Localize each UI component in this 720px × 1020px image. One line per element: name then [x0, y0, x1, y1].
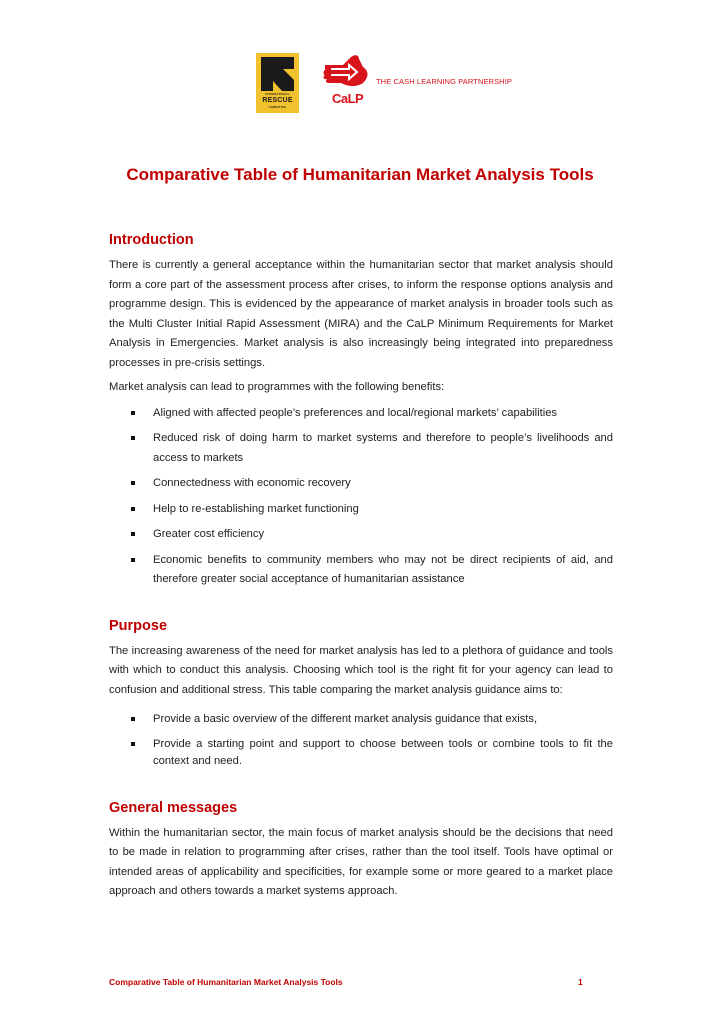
bullet-icon	[131, 411, 135, 415]
list-item-text: Connectedness with economic recovery	[153, 477, 351, 489]
list-item	[109, 525, 613, 545]
list-item-text: Economic benefits to community members who may not be direct recipients of aid, and therefore greater social acceptance of humanitarian assistance	[153, 553, 613, 585]
bullet-icon	[131, 507, 135, 511]
list-item-text: Reduced risk of doing harm to market systems and therefore to people’s livelihoods and access to markets	[153, 432, 613, 464]
list-item-text: Provide a starting point and support to choose between tools or combine tools to fit the context and need.	[153, 737, 613, 767]
page-number: 1	[578, 977, 583, 987]
section-purpose	[109, 616, 613, 770]
paragraph: The increasing awareness of the need for market analysis has led to a plethora of guidance and tools with which to conduct this analysis. Choosing which tool is the right fit for your agency can lead to confusion and additional stress. This table comparing the market analysis guidance aims to:	[109, 644, 613, 696]
list-item	[109, 736, 613, 770]
list-item	[109, 474, 613, 494]
section-heading: Purpose	[109, 617, 168, 634]
footer-title: Comparative Table of Humanitarian Market Analysis Tools	[109, 977, 343, 987]
list-item	[109, 429, 613, 468]
document-title: Comparative Table of Humanitarian Market Analysis Tools	[126, 165, 594, 184]
list-item-text: Help to re-establishing market functioning	[153, 502, 359, 515]
benefits-list	[109, 404, 613, 590]
list-item-text: Greater cost efficiency	[153, 528, 265, 540]
bullet-icon	[131, 532, 135, 536]
list-item-text: Aligned with affected people’s preferences and local/regional markets’ capabilities	[153, 406, 558, 419]
irc-arrow-icon	[261, 57, 294, 91]
section-general-messages	[109, 798, 613, 902]
paragraph: Market analysis can lead to programmes with the following benefits:	[109, 381, 445, 393]
list-item	[109, 551, 613, 590]
list-item-text: Provide a basic overview of the different market analysis guidance that exists,	[153, 713, 538, 725]
irc-text-bottom: COMMITTEE	[268, 106, 287, 109]
header-logos	[256, 53, 383, 115]
section-introduction	[109, 230, 613, 590]
hand-arrow-icon	[323, 53, 373, 91]
irc-text-top: INTERNATIONAL	[265, 93, 290, 96]
aims-list	[109, 710, 613, 770]
paragraph: Within the humanitarian sector, the main focus of market analysis should be the decisions that need to be made in relation to programming after crises, rather than the tool itself. Tools have optimal or intended areas of applicability and specificities, for example some or more geared to a market place approach and others towards a market systems approach.	[109, 826, 613, 897]
list-item	[109, 500, 613, 520]
calp-tagline: THE CASH LEARNING PARTNERSHIP	[376, 77, 512, 86]
paragraph: There is currently a general acceptance within the humanitarian sector that market analysis should form a core part of the assessment process after crises, to inform the response options analysis and programme design. This is evidenced by the appearance of market analysis in broader tools such as the Multi Cluster Initial Rapid Assessment (MIRA) and the CaLP Minimum Requirements for Market Analysis in Emergencies. Market analysis is also increasingly being integrated into preparedness processes in pre-crisis settings.	[109, 259, 613, 369]
irc-logo	[256, 53, 299, 113]
calp-wordmark: CaLP	[332, 91, 364, 106]
bullet-icon	[131, 717, 135, 721]
document-body	[109, 230, 613, 907]
list-item	[109, 404, 613, 424]
bullet-icon	[131, 481, 135, 485]
bullet-icon	[131, 436, 135, 440]
calp-logo	[323, 53, 383, 113]
list-item	[109, 710, 613, 730]
irc-text-main: RESCUE	[262, 97, 293, 104]
bullet-icon	[131, 558, 135, 562]
bullet-icon	[131, 742, 135, 746]
section-heading: Introduction	[109, 232, 194, 248]
section-heading: General messages	[109, 799, 238, 816]
